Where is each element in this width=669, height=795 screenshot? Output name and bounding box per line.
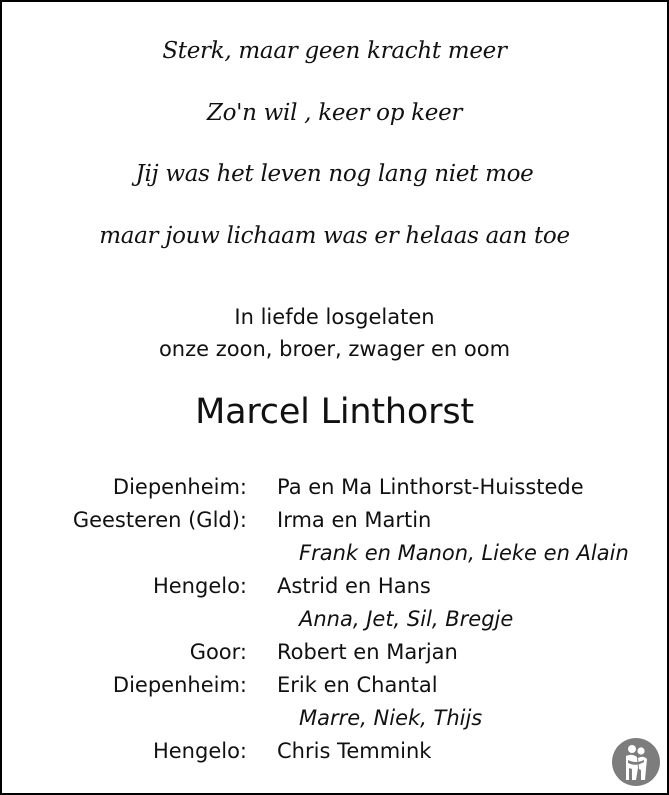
family-children-row (2, 607, 667, 637)
family-names: Erik en Chantal (277, 673, 438, 697)
family-place: Geesteren (Gld): (72, 508, 247, 532)
family-row (2, 640, 667, 670)
family-row (2, 508, 667, 538)
intro-line-1: In liefde losgelaten (234, 305, 435, 329)
poem-line-1: Sterk, maar geen kracht meer (162, 38, 507, 64)
embracing-figures-icon (612, 738, 660, 786)
family-place: Diepenheim: (112, 475, 247, 499)
poem-line-4: maar jouw lichaam was er helaas aan toe (99, 223, 570, 249)
family-children: Frank en Manon, Lieke en Alain (299, 541, 629, 565)
family-place: Diepenheim: (112, 673, 247, 697)
family-place: Hengelo: (152, 574, 247, 598)
family-children-row (2, 706, 667, 736)
family-names: Irma en Martin (277, 508, 432, 532)
family-row (2, 574, 667, 604)
family-place: Hengelo: (152, 739, 247, 763)
family-row (2, 739, 667, 769)
family-place: Goor: (189, 640, 247, 664)
family-row (2, 673, 667, 703)
poem-line-3: Jij was het leven nog lang niet moe (135, 161, 534, 187)
family-names: Astrid en Hans (277, 574, 431, 598)
poem-line-2: Zo'n wil , keer op keer (206, 100, 463, 126)
family-row (2, 475, 667, 505)
family-names: Robert en Marjan (277, 640, 458, 664)
family-children-row (2, 541, 667, 571)
intro-line-2: onze zoon, broer, zwager en oom (158, 337, 511, 361)
deceased-name: Marcel Linthorst (195, 392, 474, 432)
family-children: Anna, Jet, Sil, Bregje (299, 607, 514, 631)
family-names: Pa en Ma Linthorst-Huisstede (277, 475, 584, 499)
family-names: Chris Temmink (277, 739, 432, 763)
family-children: Marre, Niek, Thijs (299, 706, 483, 730)
